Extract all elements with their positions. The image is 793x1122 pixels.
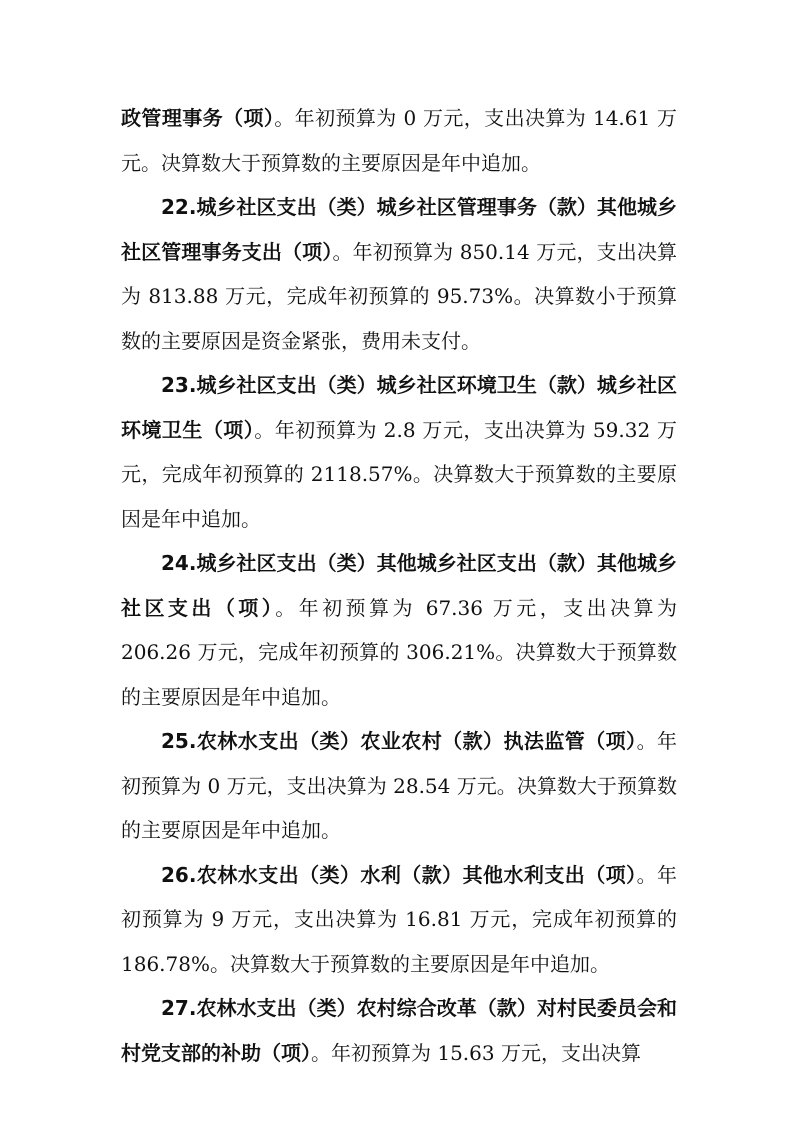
paragraph-item-23	[121, 363, 677, 541]
paragraph-text: 。年初预算为 850.14 万元，支出决算为 813.88 万元，完成年初预算的 95.73%。决算数小于预算数的主要原因是资金紧张，费用未支付。	[121, 239, 677, 353]
paragraph-text: 。年初预算为 9 万元，支出决算为 16.81 万元，完成年初预算的 186.78%。决算数大于预算数的主要原因是年中追加。	[121, 862, 678, 976]
paragraph-text: 。年初预算为 67.36 万元，支出决算为 206.26 万元，完成年初预算的 306.21%。决算数大于预算数的主要原因是年中追加。	[121, 595, 677, 709]
paragraph-continued	[121, 96, 677, 185]
paragraph-heading: 23.城乡社区支出（类）城乡社区环境卫生（款）城乡社区环境卫生（项）	[121, 373, 677, 442]
paragraph-heading: 政管理事务（项）	[121, 106, 275, 130]
paragraph-item-27	[121, 986, 677, 1075]
document-body	[121, 96, 677, 1075]
paragraph-text: 。年初预算为 15.63 万元，支出决算	[311, 1040, 641, 1065]
paragraph-heading: 27.农林水支出（类）农村综合改革（款）对村民委员会和村党支部的补助（项）	[121, 996, 677, 1065]
paragraph-item-22	[121, 185, 677, 363]
paragraph-text: 。年初预算为 2.8 万元，支出决算为 59.32 万元，完成年初预算的 2118.57%。决算数大于预算数的主要原因是年中追加。	[121, 417, 678, 531]
paragraph-heading: 26.农林水支出（类）水利（款）其他水利支出（项）	[161, 862, 637, 887]
paragraph-text: 。年初预算为 0 万元，支出决算为 28.54 万元。决算数大于预算数的主要原因是年中追加。	[121, 729, 678, 842]
paragraph-text: 。年初预算为 0 万元，支出决算为 14.61 万元。决算数大于预算数的主要原因是年中追加。	[121, 106, 677, 175]
paragraph-item-24	[121, 541, 677, 719]
paragraph-heading: 25.农林水支出（类）农业农村（款）执法监管（项）	[161, 729, 637, 753]
paragraph-heading: 24.城乡社区支出（类）其他城乡社区支出（款）其他城乡社区支出（项）	[121, 551, 677, 620]
paragraph-item-26	[121, 853, 677, 987]
paragraph-item-25	[121, 719, 677, 853]
paragraph-heading: 22.城乡社区支出（类）城乡社区管理事务（款）其他城乡社区管理事务支出（项）	[121, 195, 677, 264]
